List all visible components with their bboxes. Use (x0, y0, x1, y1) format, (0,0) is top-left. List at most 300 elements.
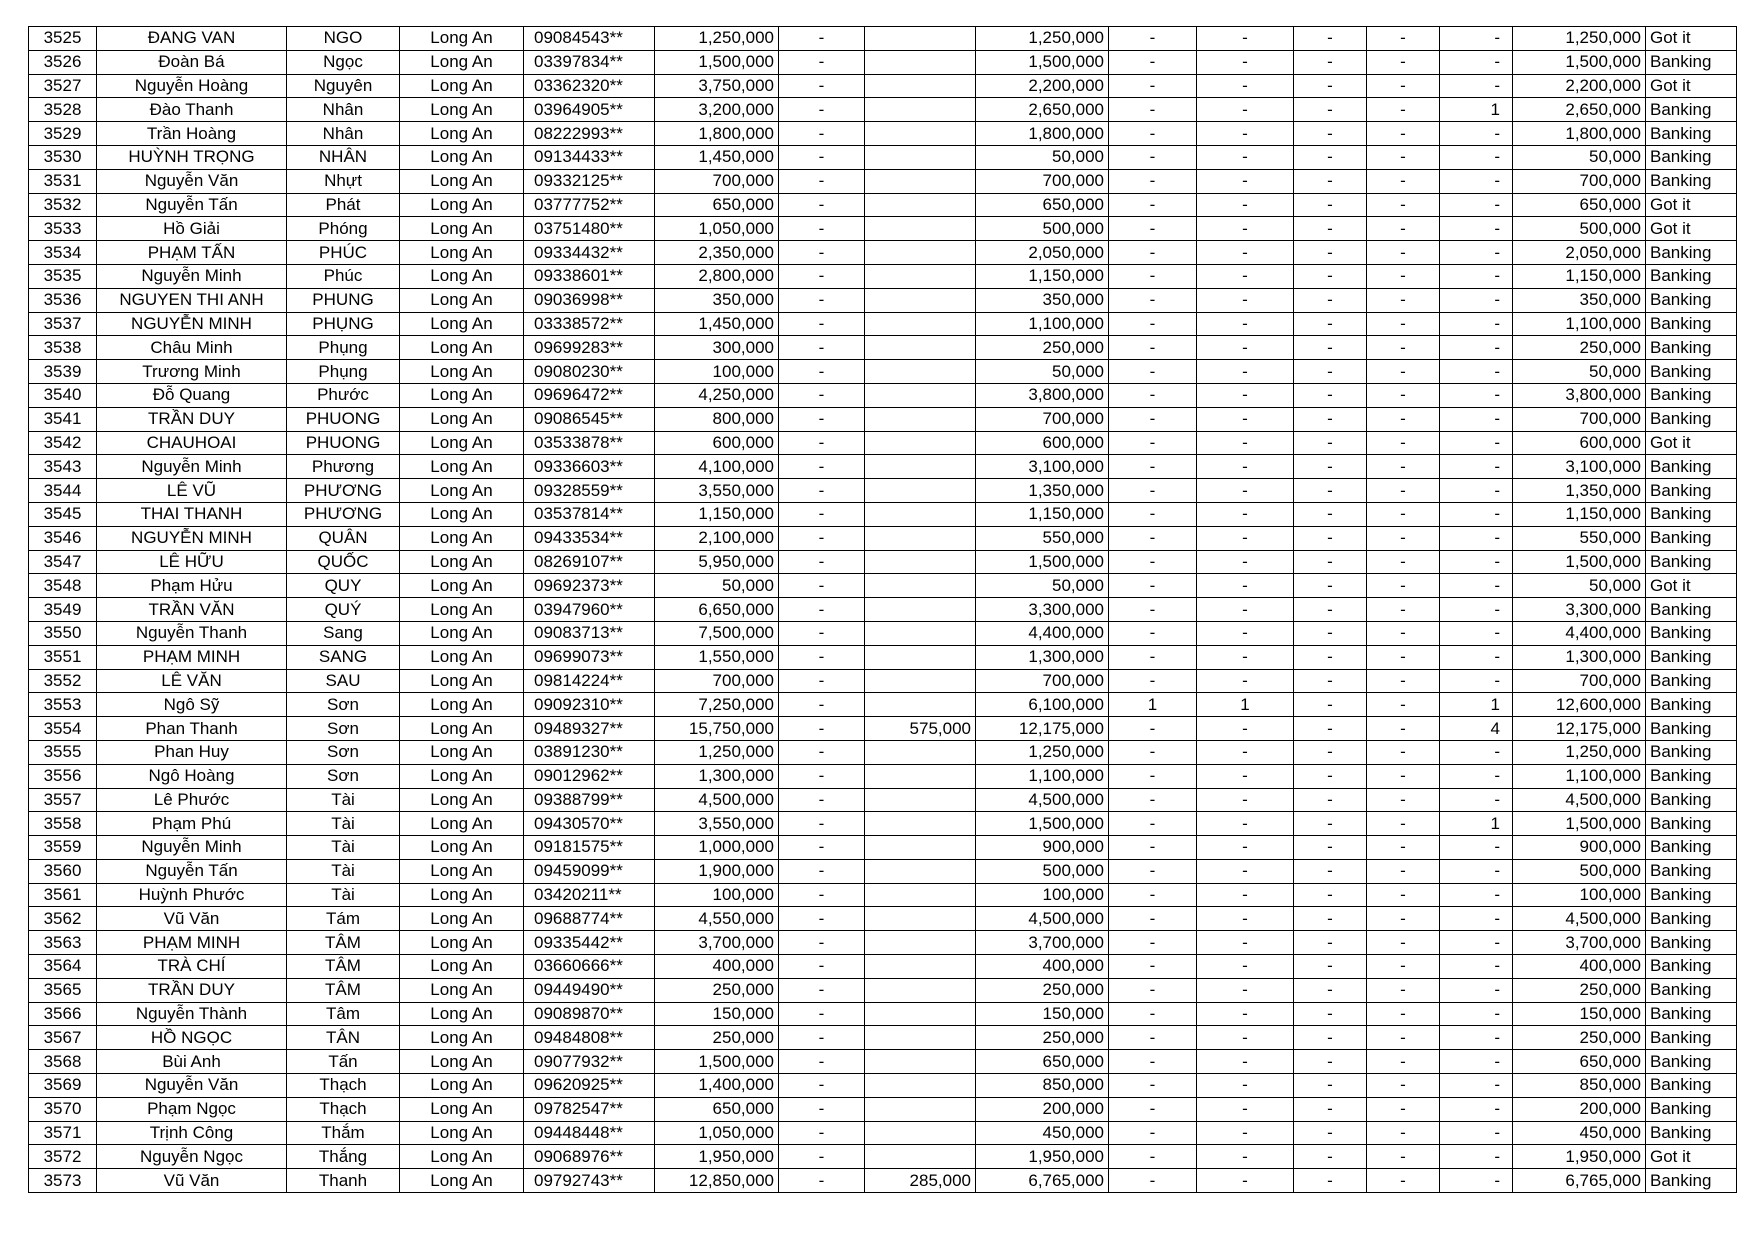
cell-amount-3 (865, 264, 976, 288)
cell-province: Long An (400, 1050, 524, 1074)
cell-amount-1: 15,750,000 (655, 717, 779, 741)
cell-province: Long An (400, 693, 524, 717)
table-body (29, 27, 1737, 1193)
cell-payment-method: Banking (1646, 931, 1737, 955)
cell-last-name: Nguyễn Minh (97, 836, 287, 860)
cell-first-name: Phúc (287, 264, 400, 288)
cell-count-2: - (1197, 836, 1294, 860)
cell-count-4: - (1367, 360, 1440, 384)
cell-amount-1: 1,400,000 (655, 1074, 779, 1098)
cell-province: Long An (400, 598, 524, 622)
cell-row-number: 3564 (29, 955, 97, 979)
cell-count-5: - (1440, 1169, 1513, 1193)
cell-payment-method: Banking (1646, 978, 1737, 1002)
cell-phone: 08222993** (524, 122, 655, 146)
cell-phone: 03533878** (524, 431, 655, 455)
cell-count-2: - (1197, 312, 1294, 336)
cell-count-4: - (1367, 336, 1440, 360)
cell-last-name: Ngô Hoàng (97, 764, 287, 788)
cell-amount-1: 12,850,000 (655, 1169, 779, 1193)
cell-amount-3 (865, 693, 976, 717)
cell-payment-method: Got it (1646, 574, 1737, 598)
cell-count-2: - (1197, 859, 1294, 883)
cell-count-3: - (1294, 479, 1367, 503)
cell-amount-1: 1,500,000 (655, 50, 779, 74)
cell-amount-3 (865, 907, 976, 931)
cell-count-2: - (1197, 479, 1294, 503)
cell-count-4: - (1367, 27, 1440, 51)
cell-amount-1: 2,100,000 (655, 526, 779, 550)
cell-phone: 03420211** (524, 883, 655, 907)
cell-phone: 09484808** (524, 1026, 655, 1050)
cell-count-5: - (1440, 883, 1513, 907)
cell-province: Long An (400, 1145, 524, 1169)
cell-row-number: 3537 (29, 312, 97, 336)
cell-last-name: Nguyễn Văn (97, 169, 287, 193)
cell-total: 350,000 (1513, 288, 1646, 312)
cell-row-number: 3573 (29, 1169, 97, 1193)
table-row (29, 1026, 1737, 1050)
cell-count-1: - (1109, 931, 1197, 955)
cell-amount-4: 1,250,000 (976, 27, 1109, 51)
cell-payment-method: Banking (1646, 717, 1737, 741)
cell-row-number: 3543 (29, 455, 97, 479)
cell-amount-4: 3,700,000 (976, 931, 1109, 955)
cell-count-5: - (1440, 1050, 1513, 1074)
cell-row-number: 3541 (29, 407, 97, 431)
cell-amount-2: - (779, 812, 865, 836)
cell-first-name: Tài (287, 788, 400, 812)
cell-count-3: - (1294, 264, 1367, 288)
cell-amount-4: 2,050,000 (976, 241, 1109, 265)
cell-count-5: - (1440, 931, 1513, 955)
cell-row-number: 3563 (29, 931, 97, 955)
cell-amount-1: 100,000 (655, 360, 779, 384)
cell-amount-1: 1,000,000 (655, 836, 779, 860)
cell-amount-1: 7,500,000 (655, 621, 779, 645)
cell-amount-3 (865, 645, 976, 669)
cell-count-3: - (1294, 931, 1367, 955)
cell-first-name: Sang (287, 621, 400, 645)
cell-phone: 03891230** (524, 740, 655, 764)
cell-province: Long An (400, 98, 524, 122)
cell-total: 50,000 (1513, 145, 1646, 169)
cell-amount-4: 150,000 (976, 1002, 1109, 1026)
cell-amount-3 (865, 407, 976, 431)
cell-count-4: - (1367, 1169, 1440, 1193)
cell-first-name: Thanh (287, 1169, 400, 1193)
cell-count-4: - (1367, 217, 1440, 241)
cell-count-5: - (1440, 264, 1513, 288)
cell-first-name: PHUONG (287, 431, 400, 455)
cell-phone: 03751480** (524, 217, 655, 241)
cell-amount-3 (865, 812, 976, 836)
cell-amount-1: 1,250,000 (655, 27, 779, 51)
cell-count-4: - (1367, 241, 1440, 265)
cell-total: 1,150,000 (1513, 502, 1646, 526)
cell-payment-method: Got it (1646, 1145, 1737, 1169)
cell-payment-method: Banking (1646, 502, 1737, 526)
cell-count-5: - (1440, 1097, 1513, 1121)
cell-count-1: - (1109, 288, 1197, 312)
cell-payment-method: Banking (1646, 1121, 1737, 1145)
cell-count-3: - (1294, 883, 1367, 907)
cell-amount-1: 1,250,000 (655, 740, 779, 764)
table-row (29, 360, 1737, 384)
cell-amount-1: 700,000 (655, 669, 779, 693)
cell-amount-3 (865, 50, 976, 74)
cell-count-3: - (1294, 1002, 1367, 1026)
cell-payment-method: Banking (1646, 955, 1737, 979)
cell-count-5: - (1440, 50, 1513, 74)
cell-count-3: - (1294, 455, 1367, 479)
cell-count-2: - (1197, 598, 1294, 622)
cell-row-number: 3560 (29, 859, 97, 883)
cell-row-number: 3572 (29, 1145, 97, 1169)
table-row (29, 264, 1737, 288)
cell-first-name: Tài (287, 883, 400, 907)
cell-province: Long An (400, 383, 524, 407)
cell-payment-method: Got it (1646, 27, 1737, 51)
cell-count-4: - (1367, 74, 1440, 98)
table-row (29, 621, 1737, 645)
cell-last-name: TRẦN VĂN (97, 598, 287, 622)
table-row (29, 645, 1737, 669)
cell-first-name: Phóng (287, 217, 400, 241)
cell-row-number: 3533 (29, 217, 97, 241)
cell-amount-1: 150,000 (655, 1002, 779, 1026)
cell-count-1: - (1109, 1002, 1197, 1026)
cell-count-3: - (1294, 336, 1367, 360)
cell-amount-4: 250,000 (976, 336, 1109, 360)
cell-amount-3 (865, 74, 976, 98)
cell-amount-4: 650,000 (976, 193, 1109, 217)
cell-last-name: PHẠM MINH (97, 645, 287, 669)
table-row (29, 122, 1737, 146)
cell-first-name: QUÝ (287, 598, 400, 622)
cell-total: 1,100,000 (1513, 764, 1646, 788)
cell-amount-2: - (779, 1145, 865, 1169)
table-row (29, 145, 1737, 169)
cell-phone: 03397834** (524, 50, 655, 74)
cell-amount-4: 4,500,000 (976, 907, 1109, 931)
cell-total: 1,350,000 (1513, 479, 1646, 503)
cell-last-name: Vũ Văn (97, 907, 287, 931)
cell-province: Long An (400, 550, 524, 574)
cell-last-name: Nguyễn Tấn (97, 859, 287, 883)
cell-amount-4: 1,150,000 (976, 502, 1109, 526)
cell-count-4: - (1367, 717, 1440, 741)
cell-phone: 09092310** (524, 693, 655, 717)
cell-payment-method: Banking (1646, 693, 1737, 717)
cell-count-1: - (1109, 383, 1197, 407)
cell-count-2: - (1197, 288, 1294, 312)
cell-row-number: 3539 (29, 360, 97, 384)
cell-count-2: - (1197, 1026, 1294, 1050)
cell-phone: 09083713** (524, 621, 655, 645)
cell-payment-method: Banking (1646, 1050, 1737, 1074)
cell-amount-2: - (779, 217, 865, 241)
cell-province: Long An (400, 526, 524, 550)
cell-amount-4: 500,000 (976, 859, 1109, 883)
cell-first-name: PHÚC (287, 241, 400, 265)
cell-amount-2: - (779, 360, 865, 384)
cell-amount-3 (865, 169, 976, 193)
cell-count-4: - (1367, 1121, 1440, 1145)
cell-total: 550,000 (1513, 526, 1646, 550)
cell-total: 2,050,000 (1513, 241, 1646, 265)
cell-payment-method: Banking (1646, 1002, 1737, 1026)
table-row (29, 574, 1737, 598)
cell-amount-2: - (779, 74, 865, 98)
cell-count-2: - (1197, 955, 1294, 979)
cell-amount-3 (865, 479, 976, 503)
cell-count-5: - (1440, 621, 1513, 645)
cell-amount-3 (865, 193, 976, 217)
cell-amount-4: 4,400,000 (976, 621, 1109, 645)
cell-province: Long An (400, 431, 524, 455)
cell-count-3: - (1294, 1074, 1367, 1098)
cell-count-1: - (1109, 264, 1197, 288)
cell-amount-4: 4,500,000 (976, 788, 1109, 812)
cell-amount-1: 400,000 (655, 955, 779, 979)
cell-count-1: 1 (1109, 693, 1197, 717)
cell-count-4: - (1367, 788, 1440, 812)
cell-row-number: 3570 (29, 1097, 97, 1121)
cell-count-4: - (1367, 907, 1440, 931)
cell-last-name: NGUYEN THI ANH (97, 288, 287, 312)
cell-count-3: - (1294, 978, 1367, 1002)
cell-phone: 09336603** (524, 455, 655, 479)
cell-phone: 09448448** (524, 1121, 655, 1145)
cell-count-5: - (1440, 1145, 1513, 1169)
cell-total: 1,300,000 (1513, 645, 1646, 669)
cell-total: 500,000 (1513, 859, 1646, 883)
cell-phone: 09012962** (524, 764, 655, 788)
cell-count-3: - (1294, 1050, 1367, 1074)
table-row (29, 1145, 1737, 1169)
cell-count-3: - (1294, 1169, 1367, 1193)
cell-amount-2: - (779, 27, 865, 51)
cell-amount-1: 3,700,000 (655, 931, 779, 955)
cell-count-3: - (1294, 907, 1367, 931)
cell-amount-2: - (779, 1121, 865, 1145)
cell-count-4: - (1367, 764, 1440, 788)
cell-total: 850,000 (1513, 1074, 1646, 1098)
cell-amount-4: 200,000 (976, 1097, 1109, 1121)
cell-amount-2: - (779, 693, 865, 717)
cell-row-number: 3554 (29, 717, 97, 741)
cell-last-name: PHẠM TẤN (97, 241, 287, 265)
cell-phone: 09086545** (524, 407, 655, 431)
cell-payment-method: Banking (1646, 360, 1737, 384)
cell-count-5: - (1440, 1002, 1513, 1026)
cell-total: 250,000 (1513, 978, 1646, 1002)
cell-last-name: NGUYỄN MINH (97, 312, 287, 336)
cell-payment-method: Banking (1646, 836, 1737, 860)
cell-amount-3 (865, 312, 976, 336)
cell-last-name: HỒ NGỌC (97, 1026, 287, 1050)
cell-first-name: NGO (287, 27, 400, 51)
cell-amount-2: - (779, 1074, 865, 1098)
cell-payment-method: Banking (1646, 241, 1737, 265)
cell-count-5: - (1440, 455, 1513, 479)
cell-amount-3 (865, 1002, 976, 1026)
cell-amount-4: 50,000 (976, 145, 1109, 169)
cell-amount-2: - (779, 764, 865, 788)
cell-first-name: QUỐC (287, 550, 400, 574)
cell-province: Long An (400, 312, 524, 336)
cell-first-name: Thắm (287, 1121, 400, 1145)
cell-count-4: - (1367, 50, 1440, 74)
cell-payment-method: Banking (1646, 740, 1737, 764)
cell-amount-3 (865, 836, 976, 860)
cell-count-1: - (1109, 479, 1197, 503)
cell-amount-1: 700,000 (655, 169, 779, 193)
cell-payment-method: Banking (1646, 169, 1737, 193)
cell-row-number: 3557 (29, 788, 97, 812)
cell-count-4: - (1367, 955, 1440, 979)
cell-count-4: - (1367, 1026, 1440, 1050)
cell-phone: 03947960** (524, 598, 655, 622)
cell-payment-method: Banking (1646, 122, 1737, 146)
cell-province: Long An (400, 931, 524, 955)
cell-first-name: TÂM (287, 978, 400, 1002)
table-row (29, 169, 1737, 193)
cell-amount-2: - (779, 598, 865, 622)
cell-amount-1: 1,050,000 (655, 1121, 779, 1145)
cell-count-2: - (1197, 740, 1294, 764)
cell-payment-method: Got it (1646, 431, 1737, 455)
cell-amount-2: - (779, 431, 865, 455)
cell-row-number: 3527 (29, 74, 97, 98)
cell-last-name: Vũ Văn (97, 1169, 287, 1193)
cell-amount-4: 1,500,000 (976, 812, 1109, 836)
cell-count-2: - (1197, 526, 1294, 550)
cell-row-number: 3565 (29, 978, 97, 1002)
cell-total: 1,250,000 (1513, 740, 1646, 764)
cell-amount-4: 2,200,000 (976, 74, 1109, 98)
cell-count-5: 4 (1440, 717, 1513, 741)
cell-province: Long An (400, 1121, 524, 1145)
cell-province: Long An (400, 812, 524, 836)
cell-count-1: - (1109, 883, 1197, 907)
cell-first-name: Thắng (287, 1145, 400, 1169)
cell-first-name: Tấn (287, 1050, 400, 1074)
cell-payment-method: Banking (1646, 383, 1737, 407)
cell-last-name: Phan Huy (97, 740, 287, 764)
cell-last-name: Phạm Hửu (97, 574, 287, 598)
cell-amount-4: 450,000 (976, 1121, 1109, 1145)
cell-count-1: - (1109, 764, 1197, 788)
cell-count-5: - (1440, 788, 1513, 812)
cell-first-name: QUY (287, 574, 400, 598)
cell-amount-2: - (779, 407, 865, 431)
cell-count-2: - (1197, 1050, 1294, 1074)
cell-amount-2: - (779, 788, 865, 812)
cell-amount-3 (865, 788, 976, 812)
cell-count-5: - (1440, 502, 1513, 526)
cell-count-4: - (1367, 502, 1440, 526)
cell-count-5: - (1440, 27, 1513, 51)
cell-count-5: - (1440, 859, 1513, 883)
cell-total: 650,000 (1513, 193, 1646, 217)
cell-count-2: - (1197, 50, 1294, 74)
cell-amount-4: 1,150,000 (976, 264, 1109, 288)
cell-count-2: - (1197, 336, 1294, 360)
table-row (29, 812, 1737, 836)
cell-row-number: 3555 (29, 740, 97, 764)
cell-count-5: - (1440, 907, 1513, 931)
cell-total: 100,000 (1513, 883, 1646, 907)
cell-amount-1: 4,550,000 (655, 907, 779, 931)
cell-phone: 09449490** (524, 978, 655, 1002)
cell-last-name: Nguyễn Minh (97, 264, 287, 288)
cell-amount-2: - (779, 122, 865, 146)
cell-first-name: Ngọc (287, 50, 400, 74)
cell-amount-3 (865, 883, 976, 907)
cell-amount-4: 500,000 (976, 217, 1109, 241)
table-row (29, 241, 1737, 265)
cell-amount-3 (865, 1074, 976, 1098)
cell-first-name: Phát (287, 193, 400, 217)
cell-total: 700,000 (1513, 169, 1646, 193)
cell-last-name: NGUYỄN MINH (97, 526, 287, 550)
cell-phone: 03362320** (524, 74, 655, 98)
cell-phone: 09338601** (524, 264, 655, 288)
cell-amount-3 (865, 764, 976, 788)
cell-amount-2: - (779, 1026, 865, 1050)
cell-amount-3 (865, 145, 976, 169)
cell-count-3: - (1294, 502, 1367, 526)
cell-amount-4: 900,000 (976, 836, 1109, 860)
cell-phone: 03964905** (524, 98, 655, 122)
cell-phone: 09334432** (524, 241, 655, 265)
cell-amount-3 (865, 336, 976, 360)
cell-total: 1,250,000 (1513, 27, 1646, 51)
cell-count-1: - (1109, 360, 1197, 384)
cell-first-name: NHÂN (287, 145, 400, 169)
data-table (28, 26, 1737, 1193)
cell-row-number: 3546 (29, 526, 97, 550)
cell-payment-method: Banking (1646, 1169, 1737, 1193)
cell-amount-1: 650,000 (655, 193, 779, 217)
cell-row-number: 3559 (29, 836, 97, 860)
cell-phone: 03338572** (524, 312, 655, 336)
cell-count-1: - (1109, 312, 1197, 336)
cell-phone: 09699283** (524, 336, 655, 360)
cell-province: Long An (400, 907, 524, 931)
table-row (29, 859, 1737, 883)
cell-count-5: - (1440, 122, 1513, 146)
cell-first-name: Thạch (287, 1074, 400, 1098)
cell-amount-3 (865, 621, 976, 645)
cell-count-3: - (1294, 693, 1367, 717)
cell-phone: 09335442** (524, 931, 655, 955)
cell-amount-2: - (779, 978, 865, 1002)
cell-amount-3 (865, 1097, 976, 1121)
cell-payment-method: Got it (1646, 74, 1737, 98)
cell-total: 6,765,000 (1513, 1169, 1646, 1193)
cell-count-2: - (1197, 812, 1294, 836)
table-row (29, 479, 1737, 503)
cell-count-1: - (1109, 1121, 1197, 1145)
cell-count-1: - (1109, 1074, 1197, 1098)
cell-phone: 09328559** (524, 479, 655, 503)
cell-last-name: LÊ HỮU (97, 550, 287, 574)
cell-count-1: - (1109, 978, 1197, 1002)
cell-province: Long An (400, 455, 524, 479)
